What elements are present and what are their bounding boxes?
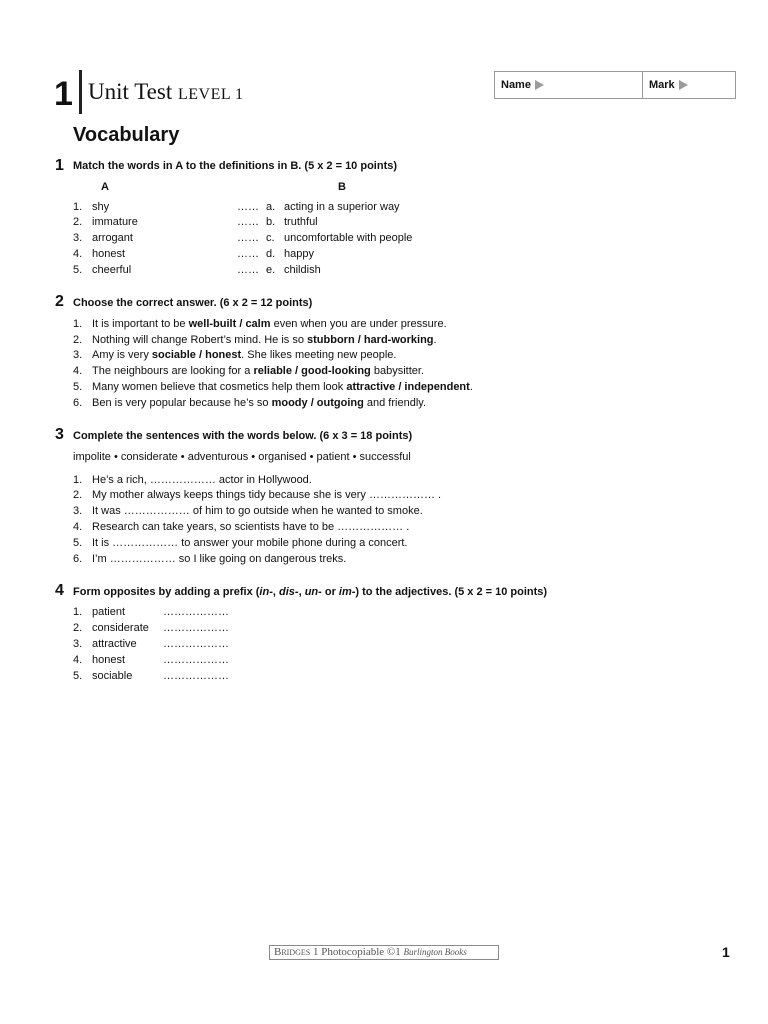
sentence-text: . She likes meeting new people. (241, 349, 397, 361)
item-number: 4. (73, 521, 83, 533)
exercise-2-number: 2 (55, 293, 64, 310)
exercise-1-title: Match the words in A to the definitions in B. (5 x 2 = 10 points) (73, 160, 398, 172)
sentence-text: It is important to be (92, 318, 189, 330)
definition-letter: e. (266, 264, 276, 276)
opposite-row (73, 669, 373, 683)
choice-row (73, 348, 573, 362)
item-sentence[interactable]: I’m ……………… so I like going on dangerous treks. (92, 553, 347, 565)
sentence-row (73, 488, 573, 502)
item-number: 2. (73, 216, 83, 228)
copyright-mark: ©1 (386, 946, 401, 958)
answer-choice[interactable]: well-built / calm (188, 318, 271, 330)
answer-choice[interactable]: moody / outgoing (271, 397, 364, 409)
footer-credit (269, 945, 499, 960)
match-row (73, 263, 473, 277)
answer-blank[interactable]: ……………… (163, 606, 229, 618)
answer-choice[interactable]: sociable / honest (151, 349, 242, 361)
opposite-row (73, 653, 373, 667)
section-heading: Vocabulary (73, 124, 180, 146)
unit-number: 1 (54, 75, 73, 113)
exercise-4-title (73, 585, 547, 599)
item-number: 4. (73, 365, 83, 377)
item-word: cheerful (92, 264, 132, 276)
item-number: 2. (73, 489, 83, 501)
mark-field[interactable] (643, 72, 735, 98)
item-number: 5. (73, 537, 83, 549)
arrow-right-icon (535, 80, 544, 90)
item-number: 4. (73, 654, 83, 666)
item-sentence (92, 380, 473, 394)
word-bank: impolite • considerate • adventurous • organised • patient • successful (73, 451, 411, 463)
answer-blank[interactable]: ……………… (163, 638, 229, 650)
item-number: 2. (73, 334, 83, 346)
choice-row (73, 333, 573, 347)
item-sentence[interactable]: It is ……………… to answer your mobile phone during a concert. (92, 537, 408, 549)
answer-blank[interactable]: ……………… (163, 622, 229, 634)
definition-text: childish (284, 264, 321, 276)
sentence-row (73, 504, 573, 518)
sentence-text: . (469, 381, 473, 393)
match-row (73, 231, 473, 245)
item-number: 1. (73, 201, 83, 213)
definition-letter: b. (266, 216, 276, 228)
item-word: shy (92, 201, 110, 213)
exercise-4-number: 4 (55, 582, 64, 599)
definition-letter: c. (266, 232, 275, 244)
exercise-1-number: 1 (55, 157, 64, 174)
item-number: 6. (73, 397, 83, 409)
sentence-text: . (433, 334, 437, 346)
sentence-row (73, 520, 573, 534)
item-number: 1. (73, 318, 83, 330)
sentence-text: Amy is very (92, 349, 152, 361)
item-number: 5. (73, 381, 83, 393)
sentence-text: babysitter. (370, 365, 424, 377)
definition-text: uncomfortable with people (284, 232, 413, 244)
definition-text: truthful (284, 216, 318, 228)
match-row (73, 215, 473, 229)
item-number: 3. (73, 638, 83, 650)
item-number: 3. (73, 349, 83, 361)
item-word: immature (92, 216, 138, 228)
unit-title (88, 78, 244, 109)
sentence-row (73, 536, 573, 550)
item-word: considerate (92, 622, 149, 634)
item-sentence (92, 317, 447, 331)
sentence-row (73, 552, 573, 566)
sentence-text: Ben is very popular because he’s so (92, 397, 272, 409)
choice-row (73, 317, 573, 331)
item-number: 5. (73, 670, 83, 682)
item-word: patient (92, 606, 126, 618)
answer-choice[interactable]: reliable / good-looking (253, 365, 371, 377)
item-sentence[interactable]: He’s a rich, ……………… actor in Hollywood. (92, 474, 312, 486)
match-row (73, 247, 473, 261)
exercise-3-number: 3 (55, 426, 64, 443)
answer-blank[interactable]: ……………… (163, 670, 229, 682)
definition-text: acting in a superior way (284, 201, 400, 213)
item-word: sociable (92, 670, 133, 682)
item-sentence[interactable]: My mother always keeps things tidy because she is very ……………… . (92, 489, 442, 501)
choice-row (73, 396, 573, 410)
answer-blank[interactable]: …… (237, 248, 259, 260)
item-number: 1. (73, 474, 83, 486)
item-number: 4. (73, 248, 83, 260)
sentence-text: The neighbours are looking for a (92, 365, 254, 377)
definition-letter: a. (266, 201, 276, 213)
answer-blank[interactable]: ……………… (163, 654, 229, 666)
answer-blank[interactable]: …… (237, 264, 259, 276)
answer-choice[interactable]: stubborn / hard-working (307, 334, 434, 346)
column-a-heading: A (101, 181, 109, 193)
mark-label: Mark (649, 79, 675, 91)
choice-row (73, 380, 573, 394)
definition-text: happy (284, 248, 314, 260)
arrow-right-icon (679, 80, 688, 90)
item-number: 1. (73, 606, 83, 618)
separator: or (321, 586, 339, 598)
sentence-text: even when you are under pressure. (270, 318, 447, 330)
item-sentence (92, 348, 396, 362)
match-row (73, 200, 473, 214)
sentence-row (73, 473, 573, 487)
exercise-3-title: Complete the sentences with the words below. (6 x 3 = 18 points) (73, 430, 413, 442)
title-text: Form opposites by adding a prefix ( (73, 586, 260, 598)
separator: , (298, 586, 305, 598)
item-number: 5. (73, 264, 83, 276)
item-number: 3. (73, 232, 83, 244)
page-number: 1 (722, 944, 730, 960)
sentence-text: and friendly. (363, 397, 427, 409)
title-text: ) to the adjectives. (5 x 2 = 10 points) (355, 586, 548, 598)
item-number: 3. (73, 505, 83, 517)
series-name: Bridges (274, 946, 311, 958)
item-word: arrogant (92, 232, 133, 244)
sentence-text: Nothing will change Robert’s mind. He is so (92, 334, 308, 346)
name-mark-box (494, 71, 736, 99)
prefix-in: in- (259, 586, 273, 598)
opposite-row (73, 637, 373, 651)
item-sentence[interactable]: Research can take years, so scientists have to be ……………… . (92, 521, 410, 533)
answer-blank[interactable]: …… (237, 201, 259, 213)
definition-letter: d. (266, 248, 276, 260)
opposite-row (73, 621, 373, 635)
answer-choice[interactable]: attractive / independent (346, 381, 470, 393)
opposite-row (73, 605, 373, 619)
item-word: honest (92, 654, 126, 666)
item-sentence (92, 364, 424, 378)
prefix-un: un- (304, 586, 322, 598)
choice-row (73, 364, 573, 378)
column-b-heading: B (338, 181, 346, 193)
sentence-text: Many women believe that cosmetics help them look (92, 381, 347, 393)
item-word: honest (92, 248, 126, 260)
prefix-im: im- (338, 586, 356, 598)
item-sentence (92, 333, 437, 347)
unit-title-text: Unit Test (88, 79, 178, 104)
separator: , (272, 586, 279, 598)
name-label: Name (501, 79, 531, 91)
item-sentence (92, 396, 426, 410)
prefix-dis: dis- (279, 586, 299, 598)
series-number: 1 (310, 946, 322, 958)
unit-level: LEVEL 1 (177, 86, 244, 103)
item-word: attractive (92, 638, 137, 650)
unit-divider (79, 70, 82, 114)
item-sentence[interactable]: It was ……………… of him to go outside when he wanted to smoke. (92, 505, 423, 517)
item-number: 2. (73, 622, 83, 634)
publisher-name: Burlington Books (403, 947, 467, 957)
exercise-2-title: Choose the correct answer. (6 x 2 = 12 points) (73, 297, 313, 309)
name-field[interactable] (495, 72, 643, 98)
answer-blank[interactable]: …… (237, 232, 259, 244)
item-number: 6. (73, 553, 83, 565)
photocopiable-label: Photocopiable (321, 946, 387, 958)
answer-blank[interactable]: …… (237, 216, 259, 228)
